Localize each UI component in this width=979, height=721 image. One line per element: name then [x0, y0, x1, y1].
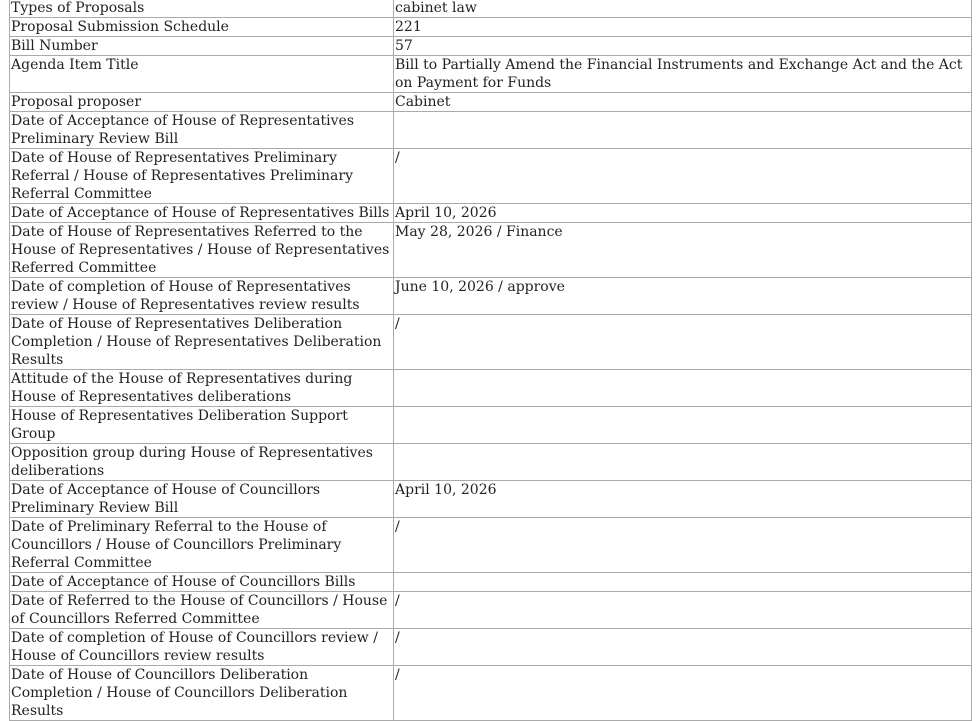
- row-label: Date of Referred to the House of Councillors / House of Councillors Referred Committee: [10, 592, 394, 629]
- row-label: Date of Acceptance of House of Representatives Preliminary Review Bill: [10, 112, 394, 149]
- row-value: [394, 407, 972, 444]
- table-row: [10, 93, 972, 112]
- row-label: Opposition group during House of Representatives deliberations: [10, 444, 394, 481]
- table-row: [10, 629, 972, 666]
- table-row: [10, 444, 972, 481]
- row-value: Bill to Partially Amend the Financial Instruments and Exchange Act and the Act on Payment for Funds: [394, 56, 972, 93]
- row-value: [394, 444, 972, 481]
- table-row: [10, 573, 972, 592]
- table-row: [10, 0, 972, 18]
- row-value: April 10, 2026: [394, 204, 972, 223]
- row-value: /: [394, 315, 972, 370]
- row-value: 57: [394, 37, 972, 56]
- row-value: [394, 573, 972, 592]
- row-value: June 10, 2026 / approve: [394, 278, 972, 315]
- row-value: April 10, 2026: [394, 481, 972, 518]
- table-row: [10, 370, 972, 407]
- table-row: [10, 223, 972, 278]
- row-value: [394, 112, 972, 149]
- row-label: Attitude of the House of Representatives during House of Representatives deliberations: [10, 370, 394, 407]
- table-row: [10, 481, 972, 518]
- table-row: [10, 204, 972, 223]
- row-value: /: [394, 149, 972, 204]
- row-value: [394, 370, 972, 407]
- row-value: cabinet law: [394, 0, 972, 18]
- bill-info-table: [9, 0, 972, 721]
- row-label: Date of Preliminary Referral to the House of Councillors / House of Councillors Preliminary Referral Committee: [10, 518, 394, 573]
- table-row: [10, 666, 972, 721]
- table-row: [10, 18, 972, 37]
- row-label: Date of Acceptance of House of Representatives Bills: [10, 204, 394, 223]
- row-label: House of Representatives Deliberation Support Group: [10, 407, 394, 444]
- row-label: Agenda Item Title: [10, 56, 394, 93]
- table-row: [10, 518, 972, 573]
- row-label: Date of Acceptance of House of Councillors Preliminary Review Bill: [10, 481, 394, 518]
- row-label: Types of Proposals: [10, 0, 394, 18]
- table-row: [10, 407, 972, 444]
- row-label: Date of House of Representatives Referred to the House of Representatives / House of Representatives Referred Committee: [10, 223, 394, 278]
- row-value: 221: [394, 18, 972, 37]
- table-row: [10, 315, 972, 370]
- row-label: Date of completion of House of Councillors review / House of Councillors review results: [10, 629, 394, 666]
- row-value: /: [394, 666, 972, 721]
- row-value: /: [394, 518, 972, 573]
- row-label: Date of House of Councillors Deliberation Completion / House of Councillors Deliberation Results: [10, 666, 394, 721]
- row-label: Date of House of Representatives Preliminary Referral / House of Representatives Preliminary Referral Committee: [10, 149, 394, 204]
- row-value: Cabinet: [394, 93, 972, 112]
- row-label: Date of completion of House of Representatives review / House of Representatives review results: [10, 278, 394, 315]
- bill-info-body: [10, 0, 972, 721]
- row-value: /: [394, 629, 972, 666]
- table-row: [10, 112, 972, 149]
- row-value: /: [394, 592, 972, 629]
- table-row: [10, 37, 972, 56]
- table-row: [10, 149, 972, 204]
- table-row: [10, 592, 972, 629]
- row-label: Proposal proposer: [10, 93, 394, 112]
- row-label: Date of House of Representatives Deliberation Completion / House of Representatives Deliberation Results: [10, 315, 394, 370]
- row-label: Date of Acceptance of House of Councillors Bills: [10, 573, 394, 592]
- table-row: [10, 56, 972, 93]
- table-row: [10, 278, 972, 315]
- row-label: Proposal Submission Schedule: [10, 18, 394, 37]
- row-label: Bill Number: [10, 37, 394, 56]
- row-value: May 28, 2026 / Finance: [394, 223, 972, 278]
